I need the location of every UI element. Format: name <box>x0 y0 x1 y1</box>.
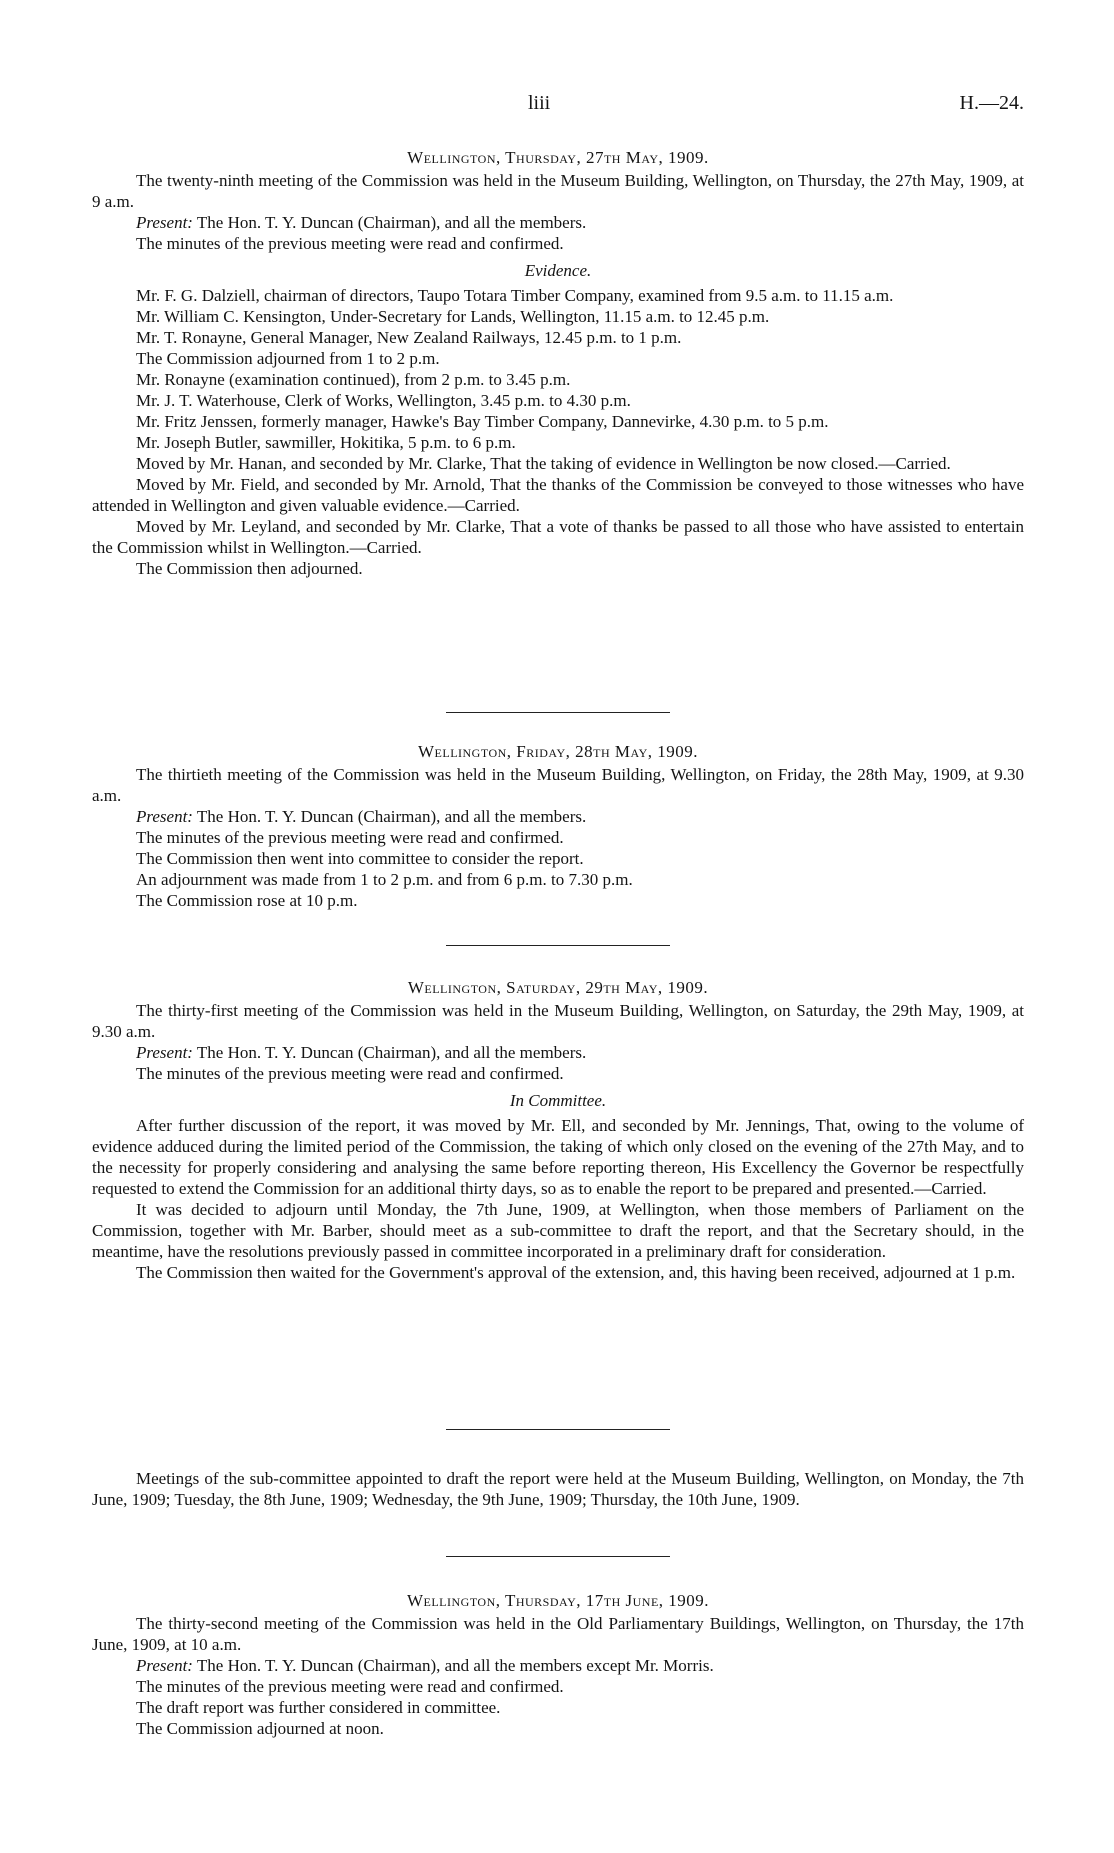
paragraph: Moved by Mr. Hanan, and seconded by Mr. Clarke, That the taking of evidence in Wellington be now closed.—Carried. <box>136 454 951 473</box>
paragraph: The Commission adjourned from 1 to 2 p.m. <box>136 349 440 368</box>
paragraph: The Commission then adjourned. <box>136 559 363 578</box>
paragraph: The minutes of the previous meeting were read and confirmed. <box>136 828 564 847</box>
paragraph: Mr. F. G. Dalziell, chairman of directors, Taupo Totara Timber Company, examined from 9.5 a.m. to 11.15 a.m. <box>136 286 894 305</box>
paragraph: Moved by Mr. Leyland, and seconded by Mr. Clarke, That a vote of thanks be passed to all those who have assisted to entertain the Commission whilst in Wellington.—Carried. <box>92 517 1024 557</box>
sub-committee-meetings <box>92 1468 1024 1510</box>
meeting-opening: The thirty-first meeting of the Commission was held in the Museum Building, Wellington, on Saturday, the 29th May, 1909, at 9.30 a.m. <box>92 1001 1024 1041</box>
paragraph: The Commission adjourned at noon. <box>136 1719 384 1738</box>
page-number: liii <box>528 92 551 114</box>
present-line <box>92 1655 1024 1676</box>
present-label: Present: <box>136 1043 193 1062</box>
paragraph: Mr. Ronayne (examination continued), from 2 p.m. to 3.45 p.m. <box>136 370 571 389</box>
paragraph: Mr. J. T. Waterhouse, Clerk of Works, Wellington, 3.45 p.m. to 4.30 p.m. <box>136 391 631 410</box>
document-reference: H.—24. <box>959 92 1024 114</box>
present-text: The Hon. T. Y. Duncan (Chairman), and all the members except Mr. Morris. <box>192 1656 714 1675</box>
present-line <box>92 1042 1024 1063</box>
paragraph: Meetings of the sub-committee appointed to draft the report were held at the Museum Building, Wellington, on Monday, the 7th June, 1909; Tuesday, the 8th June, 1909; Wednesday, the 9th June, 1909; Thursday, the 10th June, 1909. <box>92 1469 1024 1509</box>
minutes-line: The minutes of the previous meeting were read and confirmed. <box>136 1064 564 1083</box>
paragraph: After further discussion of the report, it was moved by Mr. Ell, and seconded by Mr. Jennings, That, owing to the volume of evidence adduced during the limited period of the Commission, the taking of which only closed on the evening of the 27th May, and to the necessity for properly considering and analysing the same before reporting thereon, His Excellency the Governor be respectfully requested to extend the Commission for an additional thirty days, so as to enable the report to be prepared and presented.—Carried. <box>92 1116 1024 1198</box>
paragraph: The Commission rose at 10 p.m. <box>136 891 358 910</box>
present-line <box>92 806 1024 827</box>
meeting-opening: The thirty-second meeting of the Commission was held in the Old Parliamentary Buildings, Wellington, on Thursday, the 17th June, 1909, at 10 a.m. <box>92 1614 1024 1654</box>
section-divider <box>446 712 670 713</box>
paragraph: Mr. Fritz Jenssen, formerly manager, Hawke's Bay Timber Company, Dannevirke, 4.30 p.m. to 5 p.m. <box>136 412 829 431</box>
evidence-subheading: Evidence. <box>524 261 592 280</box>
paragraph: The Commission then waited for the Government's approval of the extension, and, this having been received, adjourned at 1 p.m. <box>136 1263 1016 1282</box>
present-text: The Hon. T. Y. Duncan (Chairman), and all the members. <box>192 807 587 826</box>
present-text: The Hon. T. Y. Duncan (Chairman), and all the members. <box>192 213 587 232</box>
paragraph: An adjournment was made from 1 to 2 p.m. and from 6 p.m. to 7.30 p.m. <box>136 870 633 889</box>
paragraph: Mr. Joseph Butler, sawmiller, Hokitika, 5 p.m. to 6 p.m. <box>136 433 516 452</box>
paragraph: The draft report was further considered in committee. <box>136 1698 501 1717</box>
meeting-17-june <box>92 1590 1024 1739</box>
present-label: Present: <box>136 1656 193 1675</box>
meeting-heading: Wellington, Friday, 28th May, 1909. <box>417 742 698 761</box>
section-divider <box>446 1556 670 1557</box>
section-divider <box>446 1429 670 1430</box>
meeting-heading: Wellington, Thursday, 17th June, 1909. <box>406 1591 710 1610</box>
paragraph: Mr. William C. Kensington, Under-Secretary for Lands, Wellington, 11.15 a.m. to 12.45 p.m. <box>136 307 770 326</box>
present-text: The Hon. T. Y. Duncan (Chairman), and all the members. <box>192 1043 587 1062</box>
meeting-opening: The twenty-ninth meeting of the Commission was held in the Museum Building, Wellington, on Thursday, the 27th May, 1909, at 9 a.m. <box>92 171 1024 211</box>
section-divider <box>446 945 670 946</box>
paragraph: Moved by Mr. Field, and seconded by Mr. Arnold, That the thanks of the Commission be conveyed to those witnesses who have attended in Wellington and given valuable evidence.—Carried. <box>92 475 1024 515</box>
paragraph: Mr. T. Ronayne, General Manager, New Zealand Railways, 12.45 p.m. to 1 p.m. <box>136 328 682 347</box>
meeting-27-may <box>92 147 1024 579</box>
minutes-line: The minutes of the previous meeting were read and confirmed. <box>136 234 564 253</box>
meeting-29-may <box>92 977 1024 1283</box>
meeting-28-may <box>92 741 1024 911</box>
present-label: Present: <box>136 213 193 232</box>
meeting-heading: Wellington, Thursday, 27th May, 1909. <box>407 148 709 167</box>
paragraph: The minutes of the previous meeting were read and confirmed. <box>136 1677 564 1696</box>
paragraph: The Commission then went into committee to consider the report. <box>136 849 584 868</box>
in-committee-subheading: In Committee. <box>509 1091 607 1110</box>
paragraph: It was decided to adjourn until Monday, the 7th June, 1909, at Wellington, when those members of Parliament on the Commission, together with Mr. Barber, should meet as a sub-committee to draft the report, and that the Secretary should, in the meantime, have the resolutions previously passed in committee incorporated in a preliminary draft for consideration. <box>92 1200 1024 1261</box>
present-label: Present: <box>136 807 193 826</box>
page-header <box>92 93 1024 117</box>
meeting-heading: Wellington, Saturday, 29th May, 1909. <box>407 978 709 997</box>
meeting-opening: The thirtieth meeting of the Commission was held in the Museum Building, Wellington, on Friday, the 28th May, 1909, at 9.30 a.m. <box>92 765 1024 805</box>
present-line <box>92 212 1024 233</box>
